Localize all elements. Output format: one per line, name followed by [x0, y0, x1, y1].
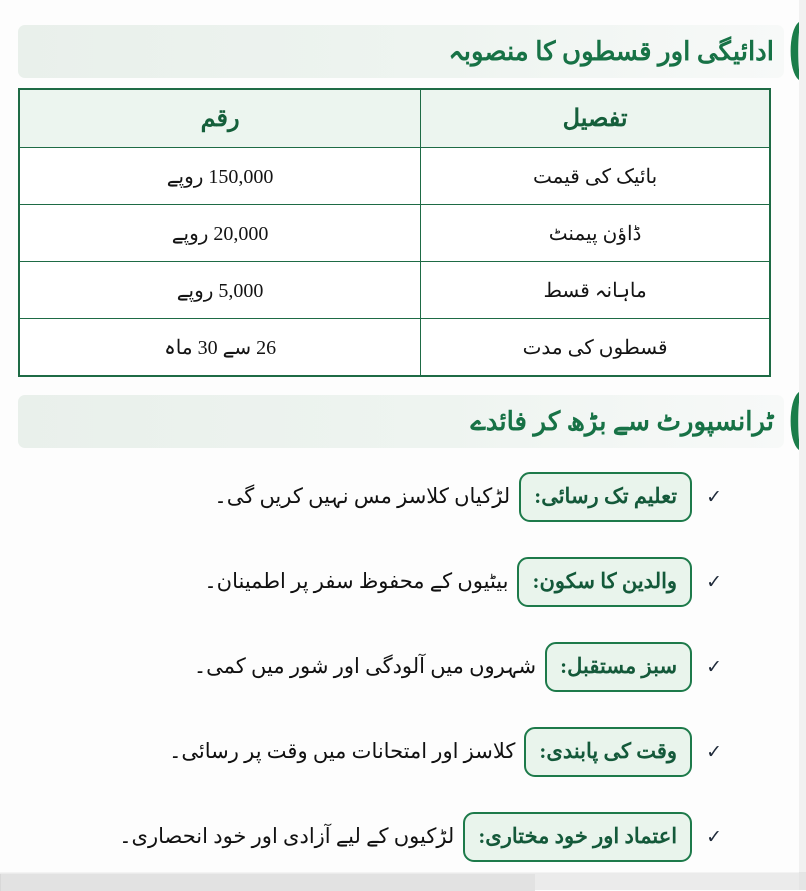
horizontal-scrollbar-thumb[interactable] — [0, 874, 535, 891]
check-icon: ✓ — [706, 486, 722, 508]
benefit-label-badge: تعلیم تک رسائی: — [519, 472, 692, 521]
benefit-description: لڑکیاں کلاسز مس نہیں کریں گی۔ — [214, 484, 511, 509]
benefit-description: شہروں میں آلودگی اور شور میں کمی۔ — [193, 654, 537, 679]
check-icon: ✓ — [706, 826, 722, 848]
vertical-scrollbar-track[interactable] — [799, 0, 806, 872]
table-row — [19, 205, 770, 262]
column-header-detail: تفصیل — [421, 89, 770, 148]
benefit-item — [194, 637, 722, 697]
table-row — [19, 148, 770, 205]
benefit-label-badge: وقت کی پابندی: — [524, 727, 692, 776]
table-row — [19, 319, 770, 377]
payment-section-title: ادائیگی اور قسطوں کا منصوبہ — [448, 36, 774, 66]
benefit-item — [204, 552, 722, 612]
benefit-item — [214, 467, 722, 527]
detail-cell: ماہانہ قسط — [421, 262, 770, 319]
table-header-row — [19, 89, 770, 148]
benefit-label-badge: والدین کا سکون: — [517, 557, 692, 606]
benefit-description: کلاسز اور امتحانات میں وقت پر رسائی۔ — [169, 739, 516, 764]
amount-cell: 5,000 روپے — [19, 262, 421, 319]
benefit-item — [169, 722, 722, 782]
benefit-description: لڑکیوں کے لیے آزادی اور خود انحصاری۔ — [119, 824, 455, 849]
scrollbar-corner — [799, 872, 806, 890]
benefit-description: بیٹیوں کے محفوظ سفر پر اطمینان۔ — [204, 569, 509, 594]
table-row — [19, 262, 770, 319]
check-icon: ✓ — [706, 656, 722, 678]
horizontal-scrollbar-track[interactable] — [0, 872, 799, 890]
detail-cell: ڈاؤن پیمنٹ — [421, 205, 770, 262]
benefits-section-title: ٹرانسپورٹ سے بڑھ کر فائدے — [470, 406, 774, 436]
column-header-amount: رقم — [19, 89, 421, 148]
check-icon: ✓ — [706, 571, 722, 593]
benefit-item — [119, 807, 722, 867]
detail-cell: قسطوں کی مدت — [421, 319, 770, 377]
benefit-label-badge: اعتماد اور خود مختاری: — [463, 812, 692, 861]
amount-cell: 150,000 روپے — [19, 148, 421, 205]
amount-cell: 26 سے 30 ماہ — [19, 319, 421, 377]
payment-section-banner — [18, 25, 784, 78]
benefits-section-banner — [18, 395, 784, 448]
benefit-label-badge: سبز مستقبل: — [545, 642, 692, 691]
payment-plan-table — [18, 88, 771, 377]
check-icon: ✓ — [706, 741, 722, 763]
detail-cell: بائیک کی قیمت — [421, 148, 770, 205]
amount-cell: 20,000 روپے — [19, 205, 421, 262]
